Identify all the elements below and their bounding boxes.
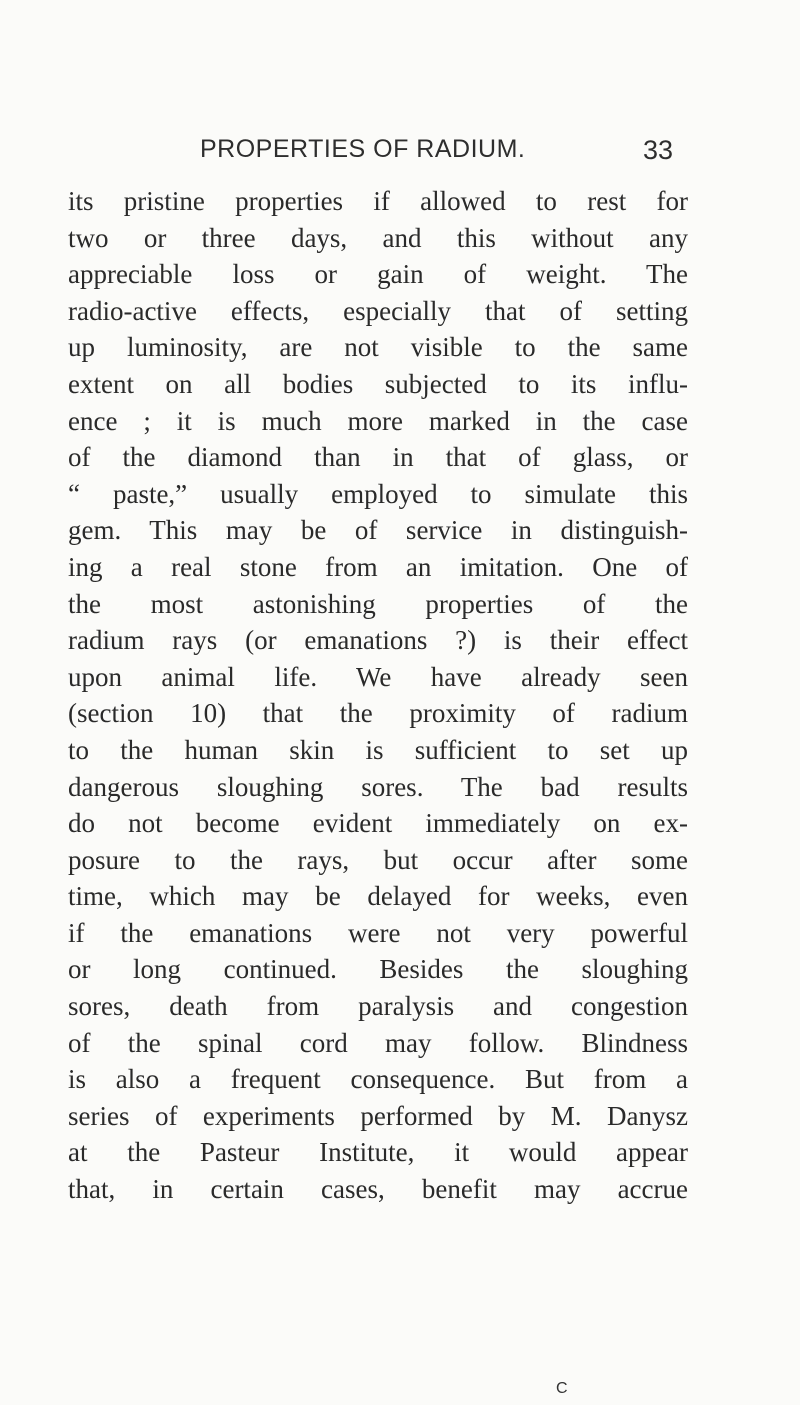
text-line: do not become evident immediately on ex- (68, 808, 688, 839)
text-line: of the diamond than in that of glass, or (68, 442, 688, 473)
text-line: of the spinal cord may follow. Blindness (68, 1027, 688, 1058)
text-line: gem. This may be of service in distinguish- (68, 515, 688, 546)
signature-mark: C (556, 1380, 568, 1397)
text-line: (section 10) that the proximity of radium (68, 698, 688, 729)
text-line: or long continued. Besides the sloughing (68, 954, 688, 985)
text-line: appreciable loss or gain of weight. The (68, 259, 688, 290)
text-line: sores, death from paralysis and congestion (68, 991, 688, 1022)
text-line: series of experiments performed by M. Danysz (68, 1100, 688, 1131)
text-line: if the emanations were not very powerful (68, 917, 688, 948)
page-number: 33 (643, 135, 674, 165)
text-line: two or three days, and this without any (68, 222, 688, 253)
text-line: up luminosity, are not visible to the same (68, 332, 688, 363)
text-line: ing a real stone from an imitation. One of (68, 551, 688, 582)
text-line: that, in certain cases, benefit may accrue (68, 1174, 688, 1205)
text-line: at the Pasteur Institute, it would appear (68, 1137, 688, 1168)
text-line: to the human skin is sufficient to set up (68, 734, 688, 765)
text-line: upon animal life. We have already seen (68, 661, 688, 692)
text-line: “ paste,” usually employed to simulate this (68, 478, 688, 509)
text-line: is also a frequent consequence. But from a (68, 1064, 688, 1095)
text-line: time, which may be delayed for weeks, even (68, 881, 688, 912)
text-line: its pristine properties if allowed to rest for (68, 186, 688, 216)
text-line: radio-active effects, especially that of setting (68, 295, 688, 326)
text-line: extent on all bodies subjected to its influ- (68, 368, 688, 399)
text-line: dangerous sloughing sores. The bad results (68, 771, 688, 802)
running-title: PROPERTIES OF RADIUM. (200, 135, 526, 163)
text-line: radium rays (or emanations ?) is their effect (68, 625, 688, 656)
text-line: posure to the rays, but occur after some (68, 844, 688, 875)
text-line: ence ; it is much more marked in the case (68, 405, 688, 436)
running-head (200, 135, 720, 175)
body-paragraph (68, 183, 688, 1208)
text-line: the most astonishing properties of the (68, 588, 688, 619)
